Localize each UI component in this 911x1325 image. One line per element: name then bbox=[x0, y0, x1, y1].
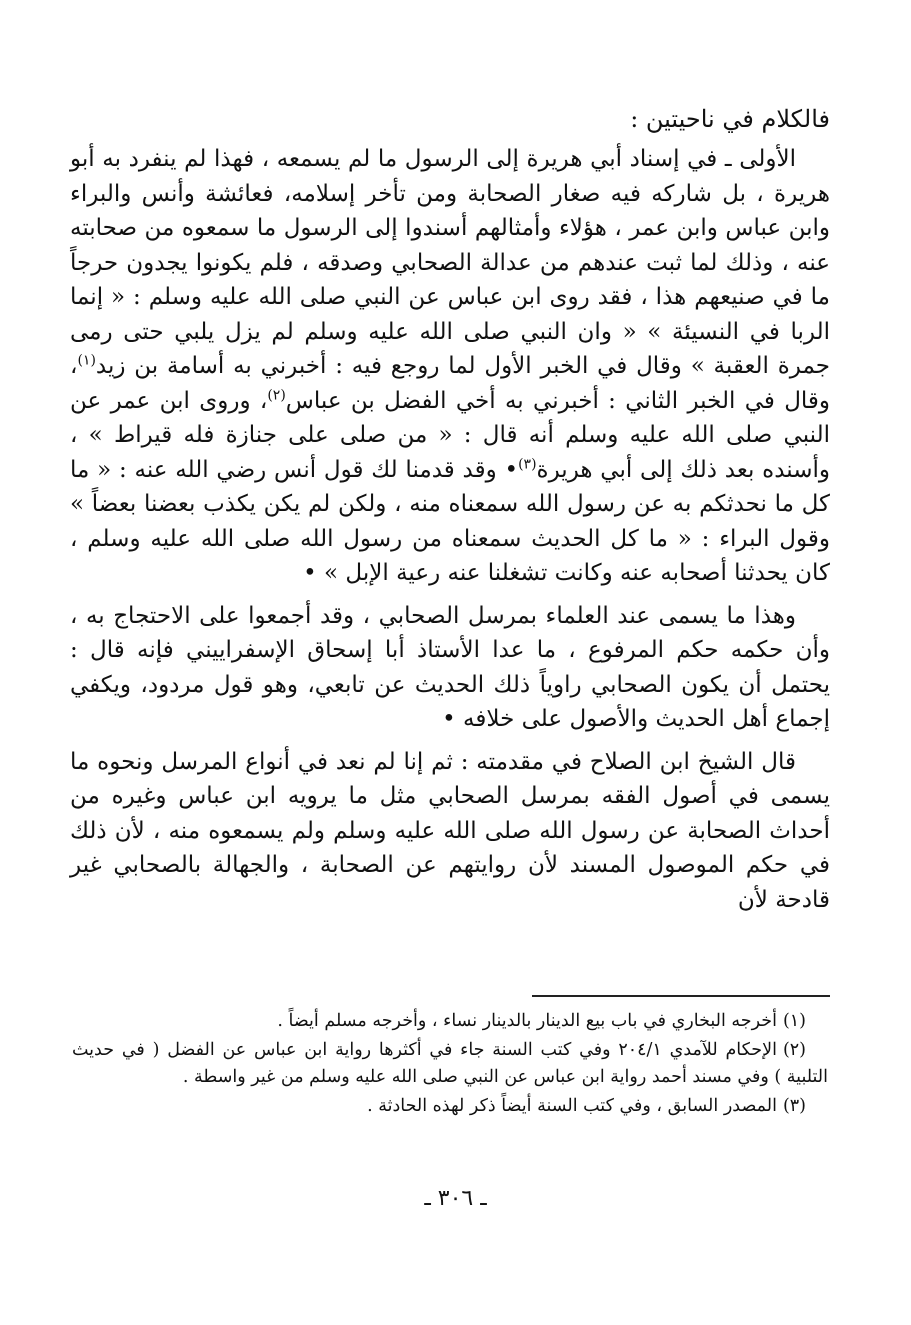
footnote-number-1: (١) bbox=[782, 1011, 806, 1031]
paragraph-first-part-4: • وقد قدمنا لك قول أنس رضي الله عنه : « ما كل ما نحدثكم به عن رسول الله سمعناه منه ، ولكن لم يكن يكذب بعضنا بعضاً » وقول البراء : « ما كل الحديث سمعناه من رسول الله صلى الله عليه وسلم ، كان يحدثنا أصحابه عنه وكانت تشغلنا عنه رعية الإبل » • bbox=[70, 456, 830, 586]
footnote-ref-1: (١) bbox=[77, 352, 96, 369]
footnotes bbox=[72, 1008, 828, 1122]
paragraph-first-part-2: ، وقال في الخبر الثاني : أخبرني به أخي الفضل بن عباس bbox=[70, 353, 831, 414]
footnote-3 bbox=[72, 1093, 828, 1120]
main-text bbox=[70, 100, 830, 925]
paragraph-first bbox=[70, 142, 830, 591]
footnote-ref-3: (٣) bbox=[518, 455, 537, 472]
paragraph-second: وهذا ما يسمى عند العلماء بمرسل الصحابي ، وقد أجمعوا على الاحتجاج به ، وأن حكمه حكم المرفوع ، ما عدا الأستاذ أبا إسحاق الإسفراييني فإنه قال : يحتمل أن يكون الصحابي راوياً ذلك الحديث عن تابعي، وهو قول مردود، ويكفي إجماع أهل الحديث والأصول على خلافه • bbox=[70, 602, 830, 732]
footnote-text-3: المصدر السابق ، وفي كتب السنة أيضاً ذكر لهذه الحادثة . bbox=[367, 1096, 777, 1116]
paragraph-first-part-1: الأولى ـ في إسناد أبي هريرة إلى الرسول ما لم يسمعه ، فهذا لم ينفرد به أبو هريرة ، بل شاركه فيه صغار الصحابة ومن تأخر إسلامه، فعائشة وأنس والبراء وابن عباس وابن عمر ، هؤلاء وأمثالهم أسندوا إلى الرسول ما سمعوه من صحابته عنه ، وذلك لما ثبت عندهم من عدالة الصحابي وصدقه ، فلم يكونوا يجدون حرجاً ما في صنيعهم هذا ، فقد روى ابن عباس عن النبي صلى الله عليه وسلم : « إنما الربا في النسيئة » « وان النبي صلى الله عليه وسلم لم يزل يلبي حتى رمى جمرة العقبة » وقال في الخبر الأول لما روجع فيه : أخبرني به أسامة بن زيد bbox=[70, 146, 830, 379]
paragraph-first-part-3: ، وروى ابن عمر عن النبي صلى الله عليه وسلم أنه قال : « من صلى على جنازة فله قيراط » ، وأسنده بعد ذلك إلى أبي هريرة bbox=[70, 387, 830, 483]
footnote-number-3: (٣) bbox=[782, 1096, 806, 1116]
footnote-text-2: الإحكام للآمدي ٢٠٤/١ وفي كتب السنة جاء في أكثرها رواية ابن عباس عن الفضل ( في حديث التلبية ) وفي مسند أحمد رواية ابن عباس عن النبي صلى الله عليه وسلم من غير واسطة . bbox=[72, 1040, 828, 1087]
footnote-divider bbox=[532, 995, 830, 997]
paragraph-third: قال الشيخ ابن الصلاح في مقدمته : ثم إنا لم نعد في أنواع المرسل ونحوه ما يسمى في أصول الفقه بمرسل الصحابي مثل ما يرويه ابن عباس وغيره من أحداث الصحابة عن رسول الله صلى الله عليه وسلم ولم يسمعوه منه ، لأن ذلك في حكم الموصول المسند لأن روايتهم عن الصحابة ، والجهالة بالصحابي غير قادحة لأن bbox=[70, 748, 830, 913]
footnote-number-2: (٢) bbox=[782, 1040, 806, 1060]
footnote-text-1: أخرجه البخاري في باب بيع الدينار بالدينار نساء ، وأخرجه مسلم أيضاً . bbox=[277, 1011, 777, 1031]
footnote-1 bbox=[72, 1008, 828, 1035]
page-number: ـ ٣٠٦ ـ bbox=[424, 1186, 487, 1211]
section-heading: فالكلام في ناحيتين : bbox=[630, 105, 830, 133]
footnote-2 bbox=[72, 1037, 828, 1091]
footnote-ref-2: (٢) bbox=[267, 386, 286, 403]
